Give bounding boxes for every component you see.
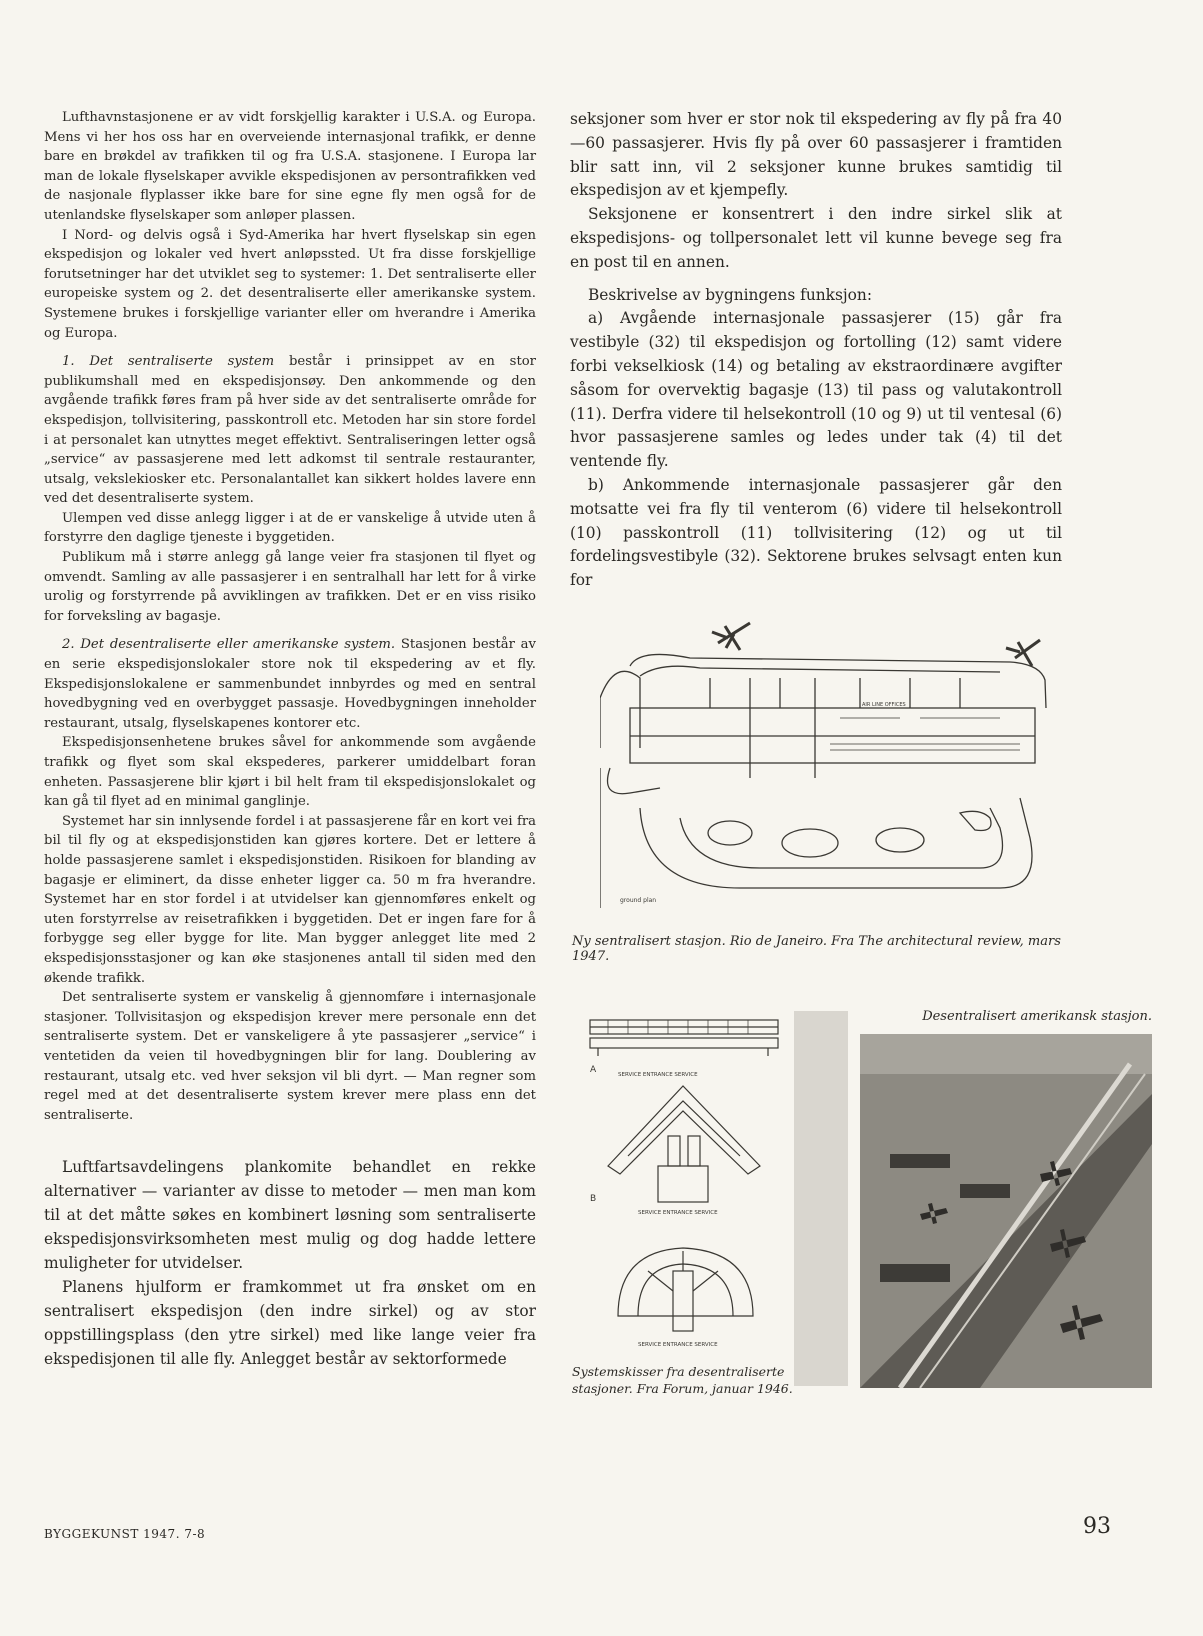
sketch-caption: Systemskisser fra desentraliserte stasjoner. Fra Forum, januar 1946. bbox=[572, 1364, 793, 1396]
plan-label-ground: ground plan bbox=[620, 897, 657, 904]
sketch-label-b: B bbox=[590, 1194, 597, 1204]
paragraph: Publikum må i større anlegg gå lange veier fra stasjonen til flyet og omvendt. Samling av alle passasjerer i en sentralhall har lett for å virke urolig og forstyrrende på avviklingen av trafikken. Det er en viss risiko for forveksling av bagasje. bbox=[44, 550, 536, 624]
paragraph: Ekspedisjonsenhetene brukes såvel for ankommende som avgående trafikk og flyet som skal ekspederes, parkerer umiddelbart foran enheten. Passasjerene blir kjørt i bil helt fram til ekspedisjonslokalet og kan gå til flyet ad en minimal ganglinje. bbox=[44, 735, 536, 810]
sketch-a-text: SERVICE ENTRANCE SERVICE bbox=[618, 1072, 698, 1078]
paragraph: I Nord- og delvis også i Syd-Amerika har hvert flyselskap sin egen ekspedisjon og lokaler ved hvert anløpssted. Ut fra disse forskjellige forutsetninger har det utviklet seg to systemer: 1. Det sentraliserte eller europeiske system og 2. det desentraliserte eller amerikanske system. Systemene brukes i forskjellige varianter eller om hverandre i Amerika og Europa. bbox=[44, 227, 536, 341]
paragraph: Luftfartsavdelingens plankomite behandlet en rekke alternativer — varianter av disse to metoder — men man kom til at det måtte søkes en kombinert løsning som sentraliserte ekspedisjonsvirksomheten mest mulig og dog hadde lettere muligheter for utvidelser. bbox=[44, 1158, 536, 1273]
sketch-b-text: SERVICE ENTRANCE SERVICE bbox=[638, 1210, 718, 1216]
paragraph: seksjoner som hver er stor nok til ekspedering av fly på fra 40—60 passasjerer. Hvis fly på over 60 passasjerer i framtiden blir satt inn, vil 2 seksjoner kunne brukes samtidig til ekspedisjon av et kjempefly. bbox=[570, 110, 1062, 200]
left-column bbox=[44, 108, 536, 1371]
photo-caption: Desentralisert amerikansk stasjon. bbox=[922, 1009, 1152, 1024]
airplane-icon bbox=[712, 623, 750, 650]
paragraph: Lufthavnstasjonene er av vidt forskjellig karakter i U.S.A. og Europa. Mens vi her hos oss har en overveiende internasjonal trafikk, er denne bare en brøkdel av trafikken til og fra U.S.A. stasjonene. I Europa lar man de lokale flyselskaper avvikle ekspedisjonen av persontrafikken ved de nasjonale flyplasser ikke bare for sine egne fly men også for de utenlandske flyselskaper som anløper plassen. bbox=[44, 110, 536, 223]
system-sketches-figure bbox=[588, 1016, 786, 1361]
textured-strip-image bbox=[794, 1011, 848, 1386]
aerial-photo-figure bbox=[860, 1034, 1152, 1388]
sketch-c-text: SERVICE ENTRANCE SERVICE bbox=[638, 1342, 718, 1348]
footer-journal: BYGGEKUNST 1947. 7-8 bbox=[44, 1527, 206, 1541]
paragraph: Planens hjulform er framkommet ut fra ønsket om en sentralisert ekspedisjon (den indre sirkel) og av stor oppstillingsplass (den ytre sirkel) med like lange veier fra ekspedisjonen til alle fly. Anlegget består av sektorformede bbox=[44, 1278, 536, 1369]
paragraph bbox=[44, 352, 536, 509]
plan-label-airline: AIR LINE OFFICES bbox=[862, 702, 906, 708]
paragraph-text: Stasjonen består av en serie ekspedisjonslokaler store nok til ekspedering av et fly. Ekspedisjonslokalene er sammenbundet innbyrdes og med en sentral hovedbygning ved en overbygget passasje. Hovedbygningen inneholder restaurant, utsalg, flyselskapenes kontorer etc. bbox=[44, 637, 536, 731]
paragraph: Det sentraliserte system er vanskelig å gjennomføre i internasjonale stasjoner. Tollvisitasjon og ekspedisjon krever mere personale enn det sentraliserte system. Det er vanskeligere å yte passasjerer „service“ i ventetiden da veien til hovedbygningen blir for lang. Doublering av restaurant, utsalg etc. ved hver seksjon vil bli dyrt. — Man regner som regel med at det desentraliserte system krever mere plass enn det sentraliserte. bbox=[44, 990, 536, 1123]
paragraph: Seksjonene er konsentrert i den indre sirkel slik at ekspedisjons- og tollpersonalet lett vil kunne bevege seg fra en post til en annen. bbox=[570, 205, 1062, 271]
paragraph-text: består i prinsippet av en stor publikumshall med en ekspedisjonsøy. Den ankommende og den avgående trafikk føres fram på hver side av det sentraliserte område for ekspedisjon, tollvisitering, passkontroll etc. Metoden har sin store fordel i at personalet kan utnyttes meget effektivt. Sentraliseringen letter også „service“ av passasjerene med lett adkomst til sentrale restauranter, utsalg, vekslekiosker etc. Personalantallet kan sikkert holdes lavere enn ved det desentraliserte system. bbox=[44, 354, 536, 507]
ground-plan-figure bbox=[600, 618, 1060, 908]
right-column bbox=[570, 108, 1062, 593]
section-heading-decentralized: 2. Det desentraliserte eller amerikanske system. bbox=[62, 637, 396, 653]
plan-caption: Ny sentralisert stasjon. Rio de Janeiro. Fra The architectural review, mars 1947. bbox=[572, 934, 1061, 964]
paragraph bbox=[44, 635, 536, 733]
paragraph: Systemet har sin innlysende fordel i at passasjerene får en kort vei fra bil til fly og at ekspedisjonstiden kan gjøres kortere. Det er lettere å holde passasjerene samlet i ekspedisjonstiden. Risikoen for blanding av bagasje er eliminert, da disse enheter ligger ca. 50 m fra hverandre. Systemet har en stor fordel i at utvidelser kan gjennomføres enkelt og uten forstyrrelse av reisetrafikken i byggetiden. Det er ingen fare for å forbygge seg eller bygge for lite. Man bygger anlegget lite med 2 ekspedisjonsstasjoner og kan øke stasjonenes antall til siden med den økende trafikk. bbox=[44, 813, 536, 986]
sketch-label-a: A bbox=[590, 1065, 597, 1075]
paragraph: b) Ankommende internasjonale passasjerer går den motsatte vei fra fly til venterom (6) videre til helsekontroll (10) passkontroll (11) tollvisitering (12) og ut til fordelingsvestibyle (32). Sektorene brukes selvsagt enten kun for bbox=[570, 475, 1062, 590]
paragraph: a) Avgående internasjonale passasjerer (15) går fra vestibyle (32) til ekspedisjon og fortolling (12) samt videre forbi vekselkiosk (14) og betaling av ekstraordinære avgifter såsom for overvektig bagasje (13) til pass og valutakontroll (11). Derfra videre til helsekontroll (10 og 9) ut til ventesal (6) hvor passasjerene samles og ledes under tak (4) til det ventende fly. bbox=[570, 309, 1062, 471]
section-heading-centralized: 1. Det sentraliserte system bbox=[62, 354, 275, 370]
paragraph: Ulempen ved disse anlegg ligger i at de er vanskelige å utvide uten å forstyrre den daglige tjeneste i byggetiden. bbox=[44, 510, 536, 546]
paragraph: Beskrivelse av bygningens funksjon: bbox=[588, 285, 872, 304]
page-number: 93 bbox=[1083, 1514, 1111, 1539]
